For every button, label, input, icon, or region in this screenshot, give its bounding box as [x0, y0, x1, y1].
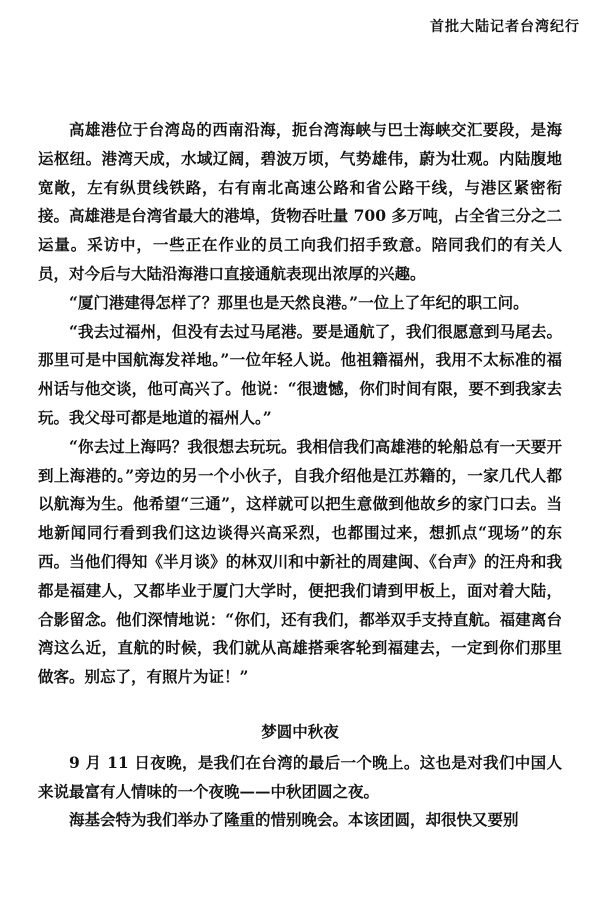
paragraph: 9 月 11 日夜晚，是我们在台湾的最后一个晚上。这也是对我们中国人来说最富有人情味的一个夜晚——中秋团圆之夜。: [38, 752, 562, 801]
paragraph: “你去过上海吗？我很想去玩玩。我相信我们高雄港的轮船总有一天要开到上海港的。”旁边的另一个小伙子，自我介绍他是江苏籍的，一家几代人都以航海为生。他希望“三通”，这样就可以把生意做到他故乡的家门口去。当地新闻同行看到我们这边谈得兴高采烈，也都围过来，想抓点“现场”的东西。当他们得知《半月谈》的林双川和中新社的周建闽、《台声》的汪舟和我都是福建人，又都毕业于厦门大学时，便把我们请到甲板上，面对着大陆，合影留念。他们深情地说：“你们，还有我们，都举双手支持直航。福建离台湾这么近，直航的时候，我们就从高雄搭乘客轮到福建去，一定到你们那里做客。别忘了，有照片为证！”: [38, 436, 562, 687]
section-title: 梦圆中秋夜: [261, 721, 339, 741]
paragraph: “我去过福州，但没有去过马尾港。要是通航了，我们很愿意到马尾去。那里可是中国航海发祥地。”一位年轻人说。他祖籍福州，我用不太标准的福州话与他交谈，他可高兴了。他说：“很遗憾，你们时间有限，要不到我家去玩。我父母可都是地道的福州人。”: [38, 321, 562, 427]
running-header: 首批大陆记者台湾纪行: [430, 19, 580, 35]
paragraph: 高雄港位于台湾岛的西南沿海，扼台湾海峡与巴士海峡交汇要段，是海运枢纽。港湾天成，水域辽阔，碧波万顷，气势雄伟，蔚为壮观。内陆腹地宽敞，左有纵贯线铁路，右有南北高速公路和省公路干线，与港区紧密衔接。高雄港是台湾省最大的港埠，货物吞吐量 700 多万吨，占全省三分之二运量。采访中，一些正在作业的员工向我们招手致意。陪同我们的有关人员，对今后与大陆沿海港口直接通航表现出浓厚的兴趣。: [38, 120, 562, 283]
body-text: [38, 116, 562, 835]
paragraph: 海基会特为我们举办了隆重的惜别晚会。本该团圆，却很快又要别: [69, 810, 519, 830]
paragraph: “厦门港建得怎样了？那里也是天然良港。”一位上了年纪的职工问。: [69, 292, 529, 312]
